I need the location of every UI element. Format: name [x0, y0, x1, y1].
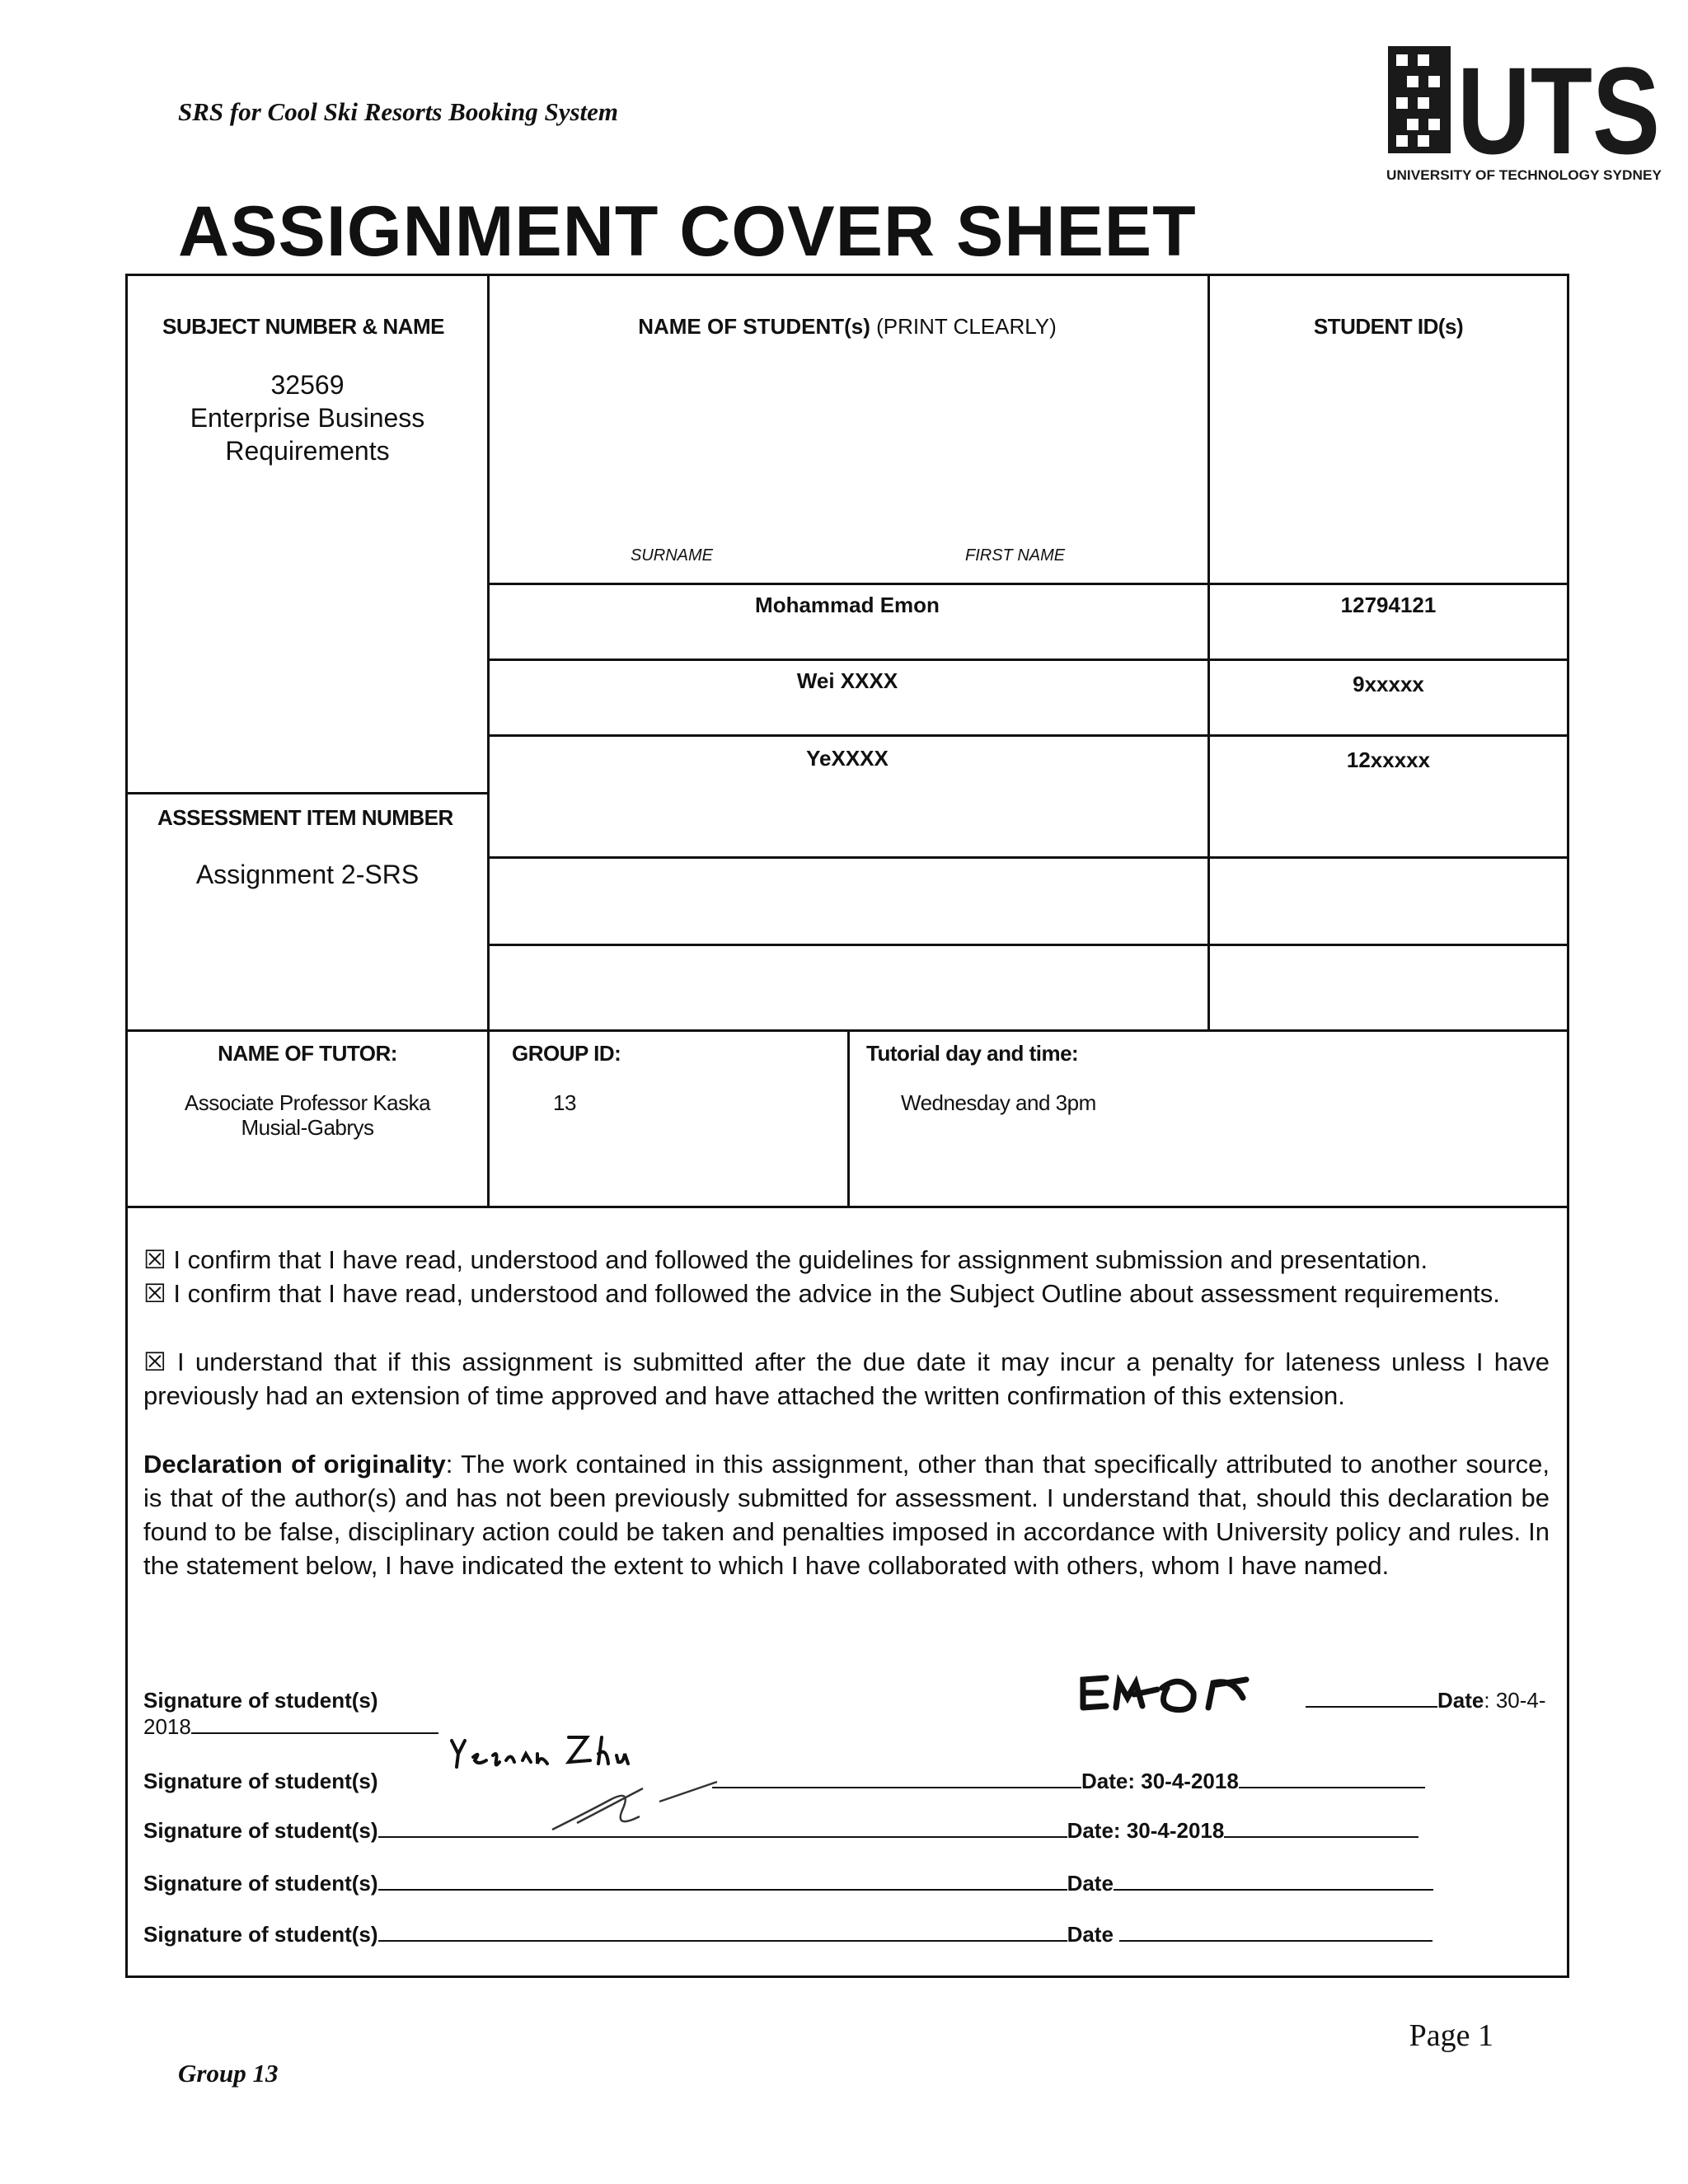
date-underline [1224, 1836, 1418, 1838]
confirmation-1 [143, 1243, 1550, 1277]
uts-logo-graphic [1385, 43, 1665, 191]
signature-row-3: Signature of student(s) Date: 30-4-2018 [143, 1818, 1418, 1844]
date-value: 30-4- [1495, 1688, 1546, 1713]
subject-name-cont: Requirements [225, 436, 390, 466]
grid-line [128, 1029, 1569, 1032]
signature-row-2 [143, 1769, 378, 1794]
student-id-2: 9xxxxx [1353, 672, 1424, 696]
student-id-label: STUDENT ID(s) [1313, 314, 1464, 339]
signature-label: Signature of student(s) [143, 1818, 378, 1843]
subject-name: Enterprise Business [190, 403, 425, 433]
student-name-3: YeXXXX [806, 746, 889, 771]
grid-line [487, 856, 1569, 859]
date-underline [1306, 1706, 1437, 1708]
grid-line [487, 583, 1569, 585]
tutorial-value: Wednesday and 3pm [901, 1090, 1096, 1115]
student-name-2: Wei XXXX [796, 668, 898, 693]
tutor-label: NAME OF TUTOR: [218, 1041, 397, 1066]
date-label: Date [1437, 1688, 1484, 1713]
signature-label: Signature of student(s) [143, 1922, 378, 1947]
student-id-3: 12xxxxx [1346, 748, 1431, 772]
date-value: 30-4-2018 [1141, 1769, 1239, 1793]
signature-label: Signature of student(s) [143, 1871, 378, 1896]
student-name-1: Mohammad Emon [755, 593, 940, 617]
group-id-label: GROUP ID: [512, 1041, 621, 1066]
date-label: Date [1081, 1769, 1128, 1793]
grid-line [487, 734, 1569, 737]
date-underline [1119, 1940, 1432, 1942]
grid-line [487, 276, 490, 1031]
group-id-value: 13 [553, 1090, 576, 1115]
checkbox-checked-icon[interactable]: ☒ [143, 1245, 166, 1274]
confirmation-3 [143, 1345, 1550, 1413]
page-number: Page 1 [1409, 2018, 1493, 2053]
signature-emon [1076, 1665, 1315, 1727]
confirmation-text: I confirm that I have read, understood and followed the guidelines for assignment submission and presentation. [173, 1245, 1428, 1274]
print-clearly-note: (PRINT CLEARLY) [876, 314, 1057, 339]
logo-subtext: UNIVERSITY OF TECHNOLOGY SYDNEY [1386, 167, 1662, 183]
handwritten-signature-emon [1076, 1665, 1315, 1722]
grid-line [128, 792, 487, 794]
declaration-text: : The work contained in this assignment, other than that specifically attributed to another source, is that of the author(s) and has not been previously submitted for assessment. I understand that, should this declaration be found to be false, disciplinary action could be taken and penalties imposed in accordance with University policy and rules. In the statement below, I have indicated the extent to which I have collaborated with others, whom I have named. [143, 1450, 1550, 1580]
assessment-value: Assignment 2-SRS [195, 860, 420, 889]
grid-line [487, 658, 1569, 661]
signature-row-1 [143, 1688, 378, 1713]
grid-line [487, 944, 1569, 946]
signature-underline [712, 1787, 1081, 1788]
signature-underline [378, 1889, 1067, 1891]
date-underline [1114, 1889, 1433, 1891]
date-label: Date [1067, 1871, 1114, 1896]
signature-row-1-cont [143, 1714, 438, 1740]
grid-line [847, 1031, 850, 1207]
tutor-name-cont: Musial-Gabrys [241, 1115, 374, 1140]
student-id-1: 12794121 [1340, 593, 1437, 617]
signature-underline [378, 1940, 1067, 1942]
grid-line [487, 1031, 490, 1207]
grid-line [1207, 276, 1210, 1031]
checkbox-checked-icon[interactable]: ☒ [143, 1347, 166, 1376]
date-value: 30-4-2018 [1126, 1818, 1225, 1843]
assessment-label: ASSESSMENT ITEM NUMBER [157, 805, 453, 830]
signature-row-5 [143, 1922, 1432, 1947]
declaration-heading: Declaration of originality [143, 1450, 446, 1479]
grid-line [128, 1206, 1569, 1208]
signature-underline [378, 1836, 1067, 1838]
declaration-of-originality [143, 1447, 1550, 1582]
date-row-1: Date: 30-4- [1306, 1688, 1546, 1713]
signature-label: Signature of student(s) [143, 1769, 378, 1793]
signature-row-4 [143, 1871, 1433, 1896]
tutorial-label: Tutorial day and time: [866, 1041, 1079, 1066]
firstname-label: FIRST NAME [965, 546, 1066, 565]
logo-wordmark: UTS [1457, 43, 1660, 180]
confirmation-text: I confirm that I have read, understood and followed the advice in the Subject Outline about assessment requirements. [173, 1279, 1500, 1308]
page-title: ASSIGNMENT COVER SHEET [178, 192, 1197, 271]
document-header: SRS for Cool Ski Resorts Booking System [178, 97, 619, 126]
date-label: Date [1067, 1922, 1114, 1947]
signature-underline [191, 1732, 438, 1734]
subject-label: SUBJECT NUMBER & NAME [162, 314, 444, 339]
date-label: Date [1067, 1818, 1114, 1843]
confirmation-2 [143, 1277, 1550, 1310]
date-underline [1239, 1787, 1425, 1788]
tutor-name: Associate Professor Kaska [184, 1090, 431, 1115]
signature-label: Signature of student(s) [143, 1688, 378, 1713]
footer-group: Group 13 [178, 2059, 279, 2088]
date-value-cont: 2018 [143, 1714, 191, 1739]
student-name-label: NAME OF STUDENT(s) [638, 314, 870, 339]
uts-logo [1385, 43, 1665, 191]
date-row-2: Date: 30-4-2018 [712, 1769, 1425, 1794]
subject-number: 32569 [270, 370, 345, 400]
student-name-header [487, 314, 1207, 340]
confirmation-text: I understand that if this assignment is submitted after the due date it may incur a penalty for lateness unless I have previously had an extension of time approved and have attached the written confirmation of this extension. [143, 1347, 1550, 1410]
surname-label: SURNAME [631, 546, 714, 565]
checkbox-checked-icon[interactable]: ☒ [143, 1279, 166, 1308]
